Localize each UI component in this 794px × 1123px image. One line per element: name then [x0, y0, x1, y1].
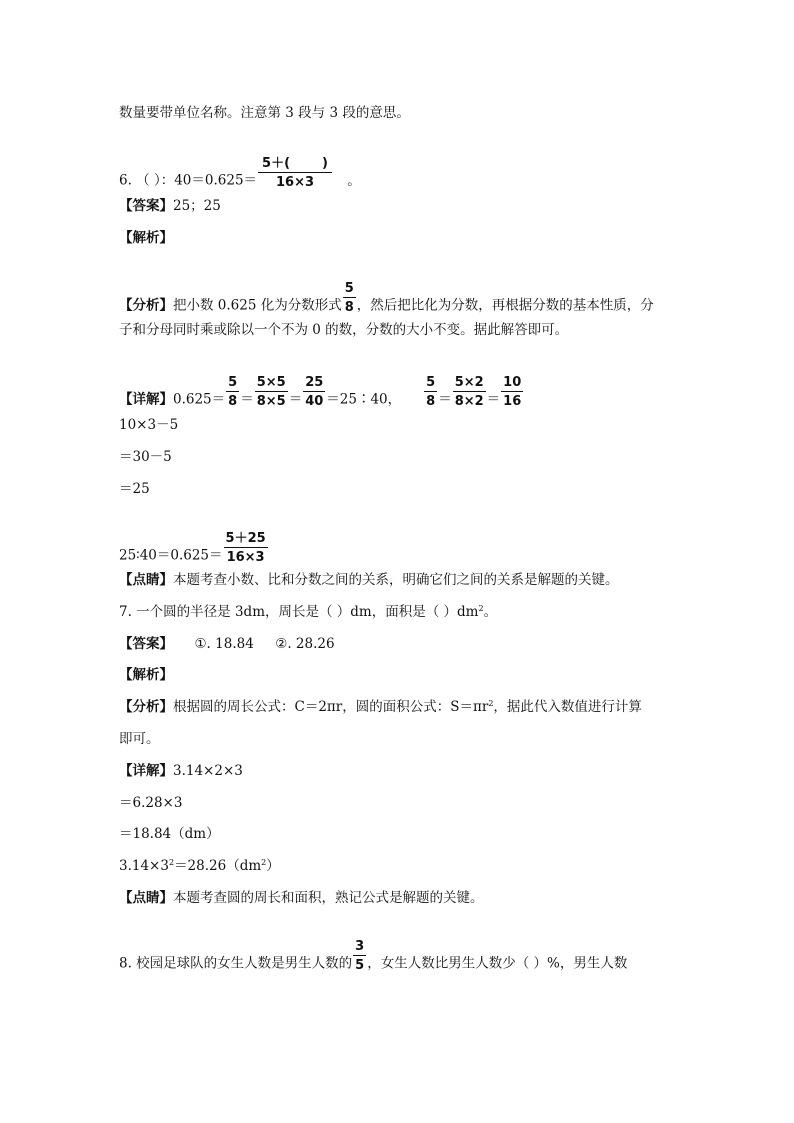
calc-line: 10×3－5 — [119, 417, 179, 433]
fraction: $\frac{25}{40}$ — [305, 375, 324, 409]
question-6-text: 6. （ ）：40＝0.625＝ — [119, 172, 258, 189]
text-line: 数量要带单位名称。注意第 3 段与 3 段的意思。 — [119, 105, 410, 121]
answer-7: 【答案】 ①. 18.84 ②. 28.26 — [119, 636, 335, 652]
ratio-line: 25∶40＝0.625＝ $\frac{5+25}{16\times 3}$ — [119, 531, 266, 565]
calc-line: ＝18.84（dm） — [119, 826, 220, 842]
analysis-6-text: 【分析】把小数 0.625 化为分数形式 $\frac{5}{8}$ ，然后把比化为分数，再根据分数的基本性质，分 — [119, 281, 654, 315]
calc-line: ＝6.28×3 — [119, 795, 183, 811]
calc-line: $3.14\times 3^2=28.26(dm^2)$ — [119, 858, 280, 874]
calc-line: ＝25 — [119, 481, 150, 497]
fraction: $\frac{5}{8}$ — [344, 281, 354, 315]
dianjing-7: 【点睛】本题考查圆的周长和面积，熟记公式是解题的关键。 — [119, 890, 484, 906]
detail-7: 【详解】3.14×2×3 — [119, 763, 243, 779]
dianjing-6: 【点睛】本题考查小数、比和分数之间的关系，明确它们之间的关系是解题的关键。 — [119, 572, 619, 588]
fraction: $\frac{5}{8}$ — [426, 375, 436, 409]
fraction: $\frac{5+25}{16\times 3}$ — [225, 531, 266, 565]
analysis-7-text: 【分析】根据圆的周长公式：C＝2πr，圆的面积公式：$S=\pi r^2$，据此代入数值进行计算 — [119, 699, 642, 715]
fraction: $\frac{5+( )}{16\times 3}$ — [258, 156, 332, 190]
analysis-7-text-2: 即可。 — [119, 731, 160, 747]
fraction: $\frac{5\times 2}{8\times 2}$ — [454, 375, 484, 409]
analysis-7-heading: 【解析】 — [119, 667, 173, 683]
fraction: $\frac{5\times 5}{8\times 5}$ — [256, 375, 286, 409]
fraction: $\frac{10}{16}$ — [503, 375, 522, 409]
question-7: 7. 一个圆的半径是 3dm，周长是（ ）dm，面积是（ ）$dm^2$。 — [119, 604, 498, 620]
question-6: 6. （ ）：40＝0.625＝ $\frac{5+( )}{16\times 3}$ 。 — [119, 156, 361, 190]
fraction: $\frac{3}{5}$ — [355, 939, 365, 973]
answer-6: 【答案】25；25 — [119, 198, 221, 214]
question-8: 8. 校园足球队的女生人数是男生人数的 $\frac{3}{5}$ ，女生人数比男生人数少（ ）%，男生人数 — [119, 939, 628, 973]
detail-6: 【详解】0.625＝ $\frac{5}{8}$ ＝ $\frac{5\times 5}{8\times 5}$ ＝ $\frac{25}{40}$ ＝25∶40， $\frac{5}{8}$ ＝ $\frac{5\times 2}{8\times 2}$ ＝ $\frac{10}{16}$ — [119, 375, 522, 409]
analysis-6-text-2: 子和分母同时乘或除以一个不为 0 的数，分数的大小不变。据此解答即可。 — [119, 322, 569, 338]
fraction: $\frac{5}{8}$ — [228, 375, 238, 409]
calc-line: ＝30－5 — [119, 449, 172, 465]
analysis-6-heading: 【解析】 — [119, 230, 173, 246]
